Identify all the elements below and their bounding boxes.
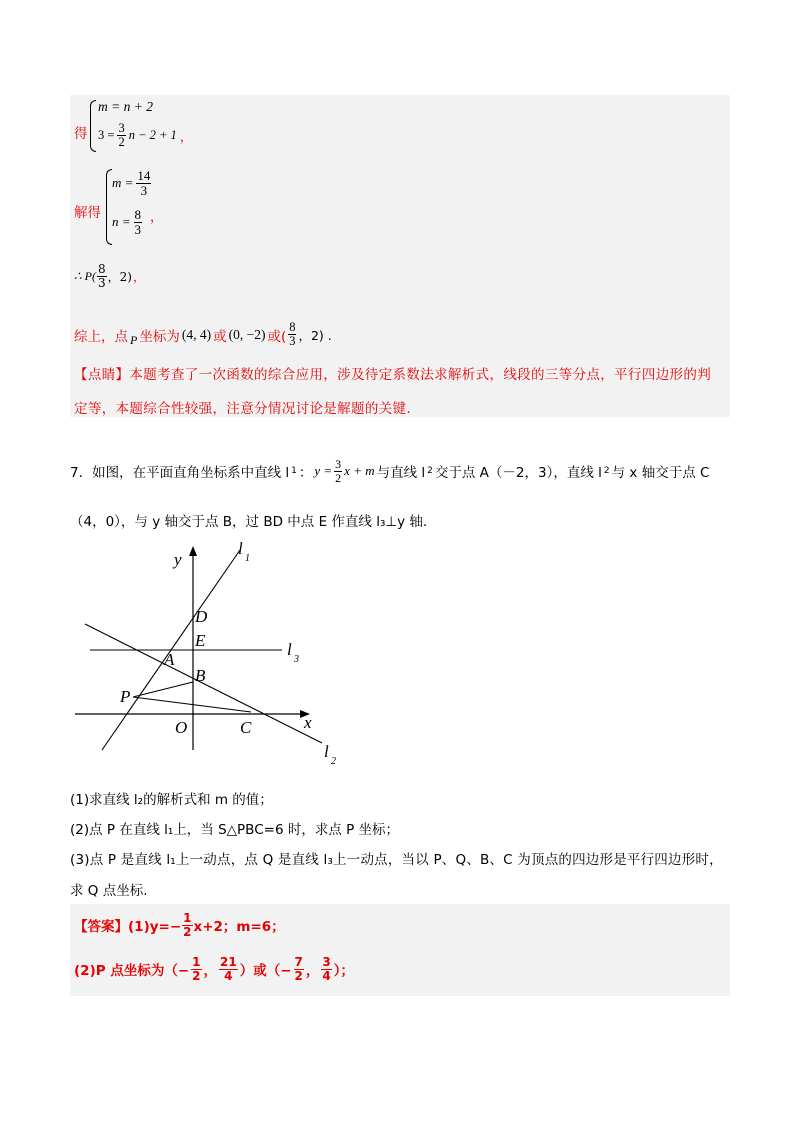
x-axis-label: x bbox=[304, 713, 312, 732]
question-line-1: 7．如图，在平面直角坐标系中直线 l 1 ： y = $\frac{3}{2}$ x + m 与直线 l 2 交于点 A（－2，3），直线 l 2 与 x 轴交于点 C bbox=[70, 457, 710, 485]
l2-label: l bbox=[324, 742, 329, 761]
n-solution: n = $\frac{8}{3}$ bbox=[112, 207, 142, 237]
l1-sub: 1 bbox=[245, 553, 250, 564]
summary-line: 综上，点 P 坐标为 (4, 4) 或 (0, −2) 或( $\frac{8}{3}$ ，2) . bbox=[74, 320, 332, 349]
p-result: ∴ P( $\frac{8}{3}$ ，2) ， bbox=[74, 262, 145, 290]
system1-brace bbox=[90, 100, 96, 152]
part-2: (2)点 P 在直线 l₁上，当 S△PBC=6 时，求点 P 坐标； bbox=[70, 822, 400, 838]
point-B-label: B bbox=[195, 666, 206, 685]
l3-label: l bbox=[287, 640, 292, 659]
point-A-label: A bbox=[164, 650, 175, 669]
question-line-2: （4，0），与 y 轴交于点 B，过 BD 中点 E 作直线 l₃⊥y 轴. bbox=[70, 514, 428, 530]
point-C-label: C bbox=[240, 718, 252, 737]
segment-PB bbox=[133, 682, 193, 697]
comment-line-1: 【点睛】本题考查了一次函数的综合应用，涉及待定系数法求解析式，线段的三等分点，平行四边形的判 bbox=[74, 367, 712, 383]
l2-sub: 2 bbox=[331, 756, 336, 767]
origin-label: O bbox=[175, 718, 188, 737]
comment-line-2: 定等，本题综合性较强，注意分情况讨论是解题的关键. bbox=[74, 401, 412, 417]
system1-eq1: m = n + 2 bbox=[98, 99, 153, 114]
answer-part-1: 【答案】(1)y=− $\frac{1}{2}$ x+2；m=6； bbox=[74, 911, 285, 939]
l3-sub: 3 bbox=[294, 654, 299, 665]
system1-eq2: 3 = $\frac{3}{2}$ n − 2 + 1 ， bbox=[98, 121, 193, 150]
answer-block bbox=[70, 904, 730, 996]
m-solution: m = $\frac{14}{3}$ bbox=[112, 168, 151, 198]
point-E-label: E bbox=[195, 631, 206, 650]
jiede-label: 解得 bbox=[74, 205, 101, 221]
point-D-label: D bbox=[195, 607, 208, 626]
l1-label: l bbox=[238, 540, 243, 558]
point-P-label: P bbox=[120, 687, 131, 706]
y-axis-arrow bbox=[189, 546, 197, 556]
de-label: 得 bbox=[74, 126, 88, 142]
part-1: (1)求直线 l₂的解析式和 m 的值； bbox=[70, 792, 273, 808]
part-3-line-2: 求 Q 点坐标. bbox=[70, 883, 148, 899]
part-3-line-1: (3)点 P 是直线 l₁上一动点，点 Q 是直线 l₃上一动点，当以 P、Q、B、C 为顶点的四边形是平行四边形时， bbox=[70, 852, 723, 868]
y-axis-label: y bbox=[174, 550, 182, 569]
answer-part-2: (2)P 点坐标为（− $\frac{1}{2}$ ， $\frac{21}{4}$ ）或（− $\frac{7}{2}$ ， $\frac{3}{4}$ ）； bbox=[74, 955, 354, 983]
system2-comma: ， bbox=[150, 210, 164, 225]
segment-PC bbox=[133, 697, 251, 712]
coordinate-figure bbox=[70, 540, 350, 770]
solution-block bbox=[70, 95, 730, 417]
